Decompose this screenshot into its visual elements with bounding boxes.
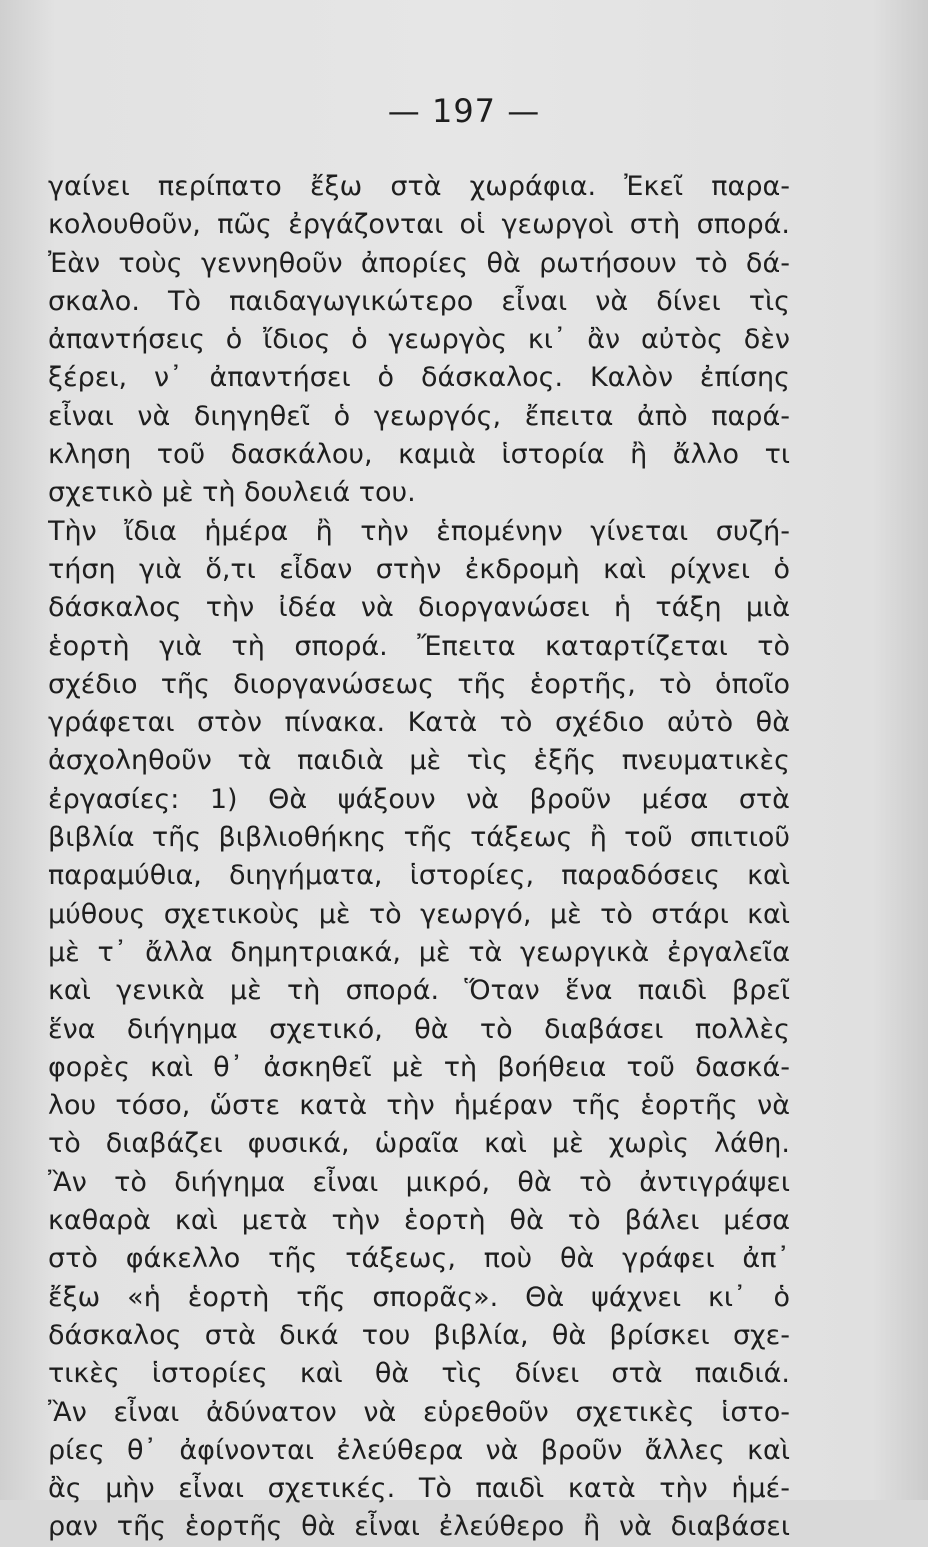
text-line: γαίνει περίπατο ἔξω στὰ χωράφια. Ἐκεῖ παρα- [48, 171, 790, 202]
text-line: βιβλία τῆς βιβλιοθήκης τῆς τάξεως ἢ τοῦ σπιτιοῦ [48, 822, 790, 854]
text-line: Ἂν τὸ διήγημα εἶναι μικρό, θὰ τὸ ἀντιγράψει [48, 1166, 790, 1198]
text-line: παραμύθια, διηγήματα, ἱστορίες, παραδόσεις καὶ [48, 860, 790, 892]
page-number: — 197 — [387, 92, 541, 130]
text-line: ξέρει, ν᾽ ἀπαντήσει ὁ δάσκαλος. Καλὸν ἐπίσης [48, 362, 790, 394]
text-line: ἕνα διήγημα σχετικό, θὰ τὸ διαβάσει πολλὲς [48, 1013, 790, 1045]
text-line: ἐργασίες: 1) Θὰ ψάξουν νὰ βροῦν μέσα στὰ [48, 783, 790, 815]
text-line: κληση τοῦ δασκάλου, καμιὰ ἱστορία ἢ ἄλλο τι [48, 439, 790, 471]
text-line: γράφεται στὸν πίνακα. Κατὰ τὸ σχέδιο αὐτὸ θὰ [48, 707, 790, 739]
text-line: εἶναι νὰ διηγηθεῖ ὁ γεωργός, ἔπειτα ἀπὸ παρά- [48, 400, 790, 432]
text-line: φορὲς καὶ θ᾽ ἀσκηθεῖ μὲ τὴ βοήθεια τοῦ δασκά- [48, 1051, 790, 1083]
text-line: Ἂν εἶναι ἀδύνατον νὰ εὑρεθοῦν σχετικὲς ἱστο- [48, 1396, 790, 1428]
text-line: Τὴν ἴδια ἡμέρα ἢ τὴν ἑπομένην γίνεται συζή- [48, 515, 790, 547]
text-line: μύθους σχετικοὺς μὲ τὸ γεωργό, μὲ τὸ στάρι καὶ [48, 898, 790, 930]
text-line: στὸ φάκελλο τῆς τάξεως, ποὺ θὰ γράφει ἀπ᾽ [48, 1243, 790, 1275]
text-line: σκαλο. Τὸ παιδαγωγικώτερο εἶναι νὰ δίνει τὶς [48, 285, 790, 317]
text-line: Ἐὰν τοὺς γεννηθοῦν ἀπορίες θὰ ρωτήσουν τὸ δά- [48, 247, 790, 279]
text-line: μὲ τ᾽ ἄλλα δημητριακά, μὲ τὰ γεωργικὰ ἐργαλεῖα [48, 936, 790, 968]
text-line: τικὲς ἱστορίες καὶ θὰ τὶς δίνει στὰ παιδιά. [48, 1358, 790, 1390]
text-line: κολουθοῦν, πῶς ἐργάζονται οἱ γεωργοὶ στὴ σπορά. [48, 209, 790, 241]
text-line: ἂς μὴν εἶναι σχετικές. Τὸ παιδὶ κατὰ τὴν ἡμέ- [48, 1473, 790, 1505]
text-line: δάσκαλος τὴν ἰδέα νὰ διοργανώσει ἡ τάξη μιὰ [48, 592, 790, 624]
text-line: τήση γιὰ ὅ,τι εἶδαν στὴν ἐκδρομὴ καὶ ρίχνει ὁ [48, 553, 790, 585]
text-line: καθαρὰ καὶ μετὰ τὴν ἑορτὴ θὰ τὸ βάλει μέσα [48, 1205, 790, 1237]
text-line: τὸ διαβάζει φυσικά, ὡραῖα καὶ μὲ χωρὶς λάθη. [48, 1128, 790, 1160]
text-line: λου τόσο, ὥστε κατὰ τὴν ἡμέραν τῆς ἑορτῆς νὰ [48, 1090, 790, 1122]
text-line: ρίες θ᾽ ἀφίνονται ἐλεύθερα νὰ βροῦν ἄλλες καὶ [48, 1434, 790, 1466]
text-line: σχετικὸ μὲ τὴ δουλειά του. [48, 477, 416, 509]
text-line: καὶ γενικὰ μὲ τὴ σπορά. Ὅταν ἕνα παιδὶ βρεῖ [48, 975, 790, 1007]
text-line: ἔξω «ἡ ἑορτὴ τῆς σπορᾶς». Θὰ ψάχνει κι᾽ ὁ [48, 1281, 790, 1313]
text-line: ἀπαντήσεις ὁ ἴδιος ὁ γεωργὸς κι᾽ ἂν αὐτὸς δὲν [48, 324, 790, 356]
text-line: δάσκαλος στὰ δικά του βιβλία, θὰ βρίσκει σχε- [48, 1319, 790, 1351]
text-line: ραν τῆς ἑορτῆς θὰ εἶναι ἐλεύθερο ἢ νὰ διαβάσει [48, 1511, 790, 1543]
text-line: ἀσχοληθοῦν τὰ παιδιὰ μὲ τὶς ἑξῆς πνευματικὲς [48, 745, 790, 777]
body-text [48, 168, 790, 1547]
text-line: σχέδιο τῆς διοργανώσεως τῆς ἑορτῆς, τὸ ὁποῖο [48, 668, 790, 700]
text-line: ἑορτὴ γιὰ τὴ σπορά. Ἔπειτα καταρτίζεται τὸ [48, 630, 790, 662]
